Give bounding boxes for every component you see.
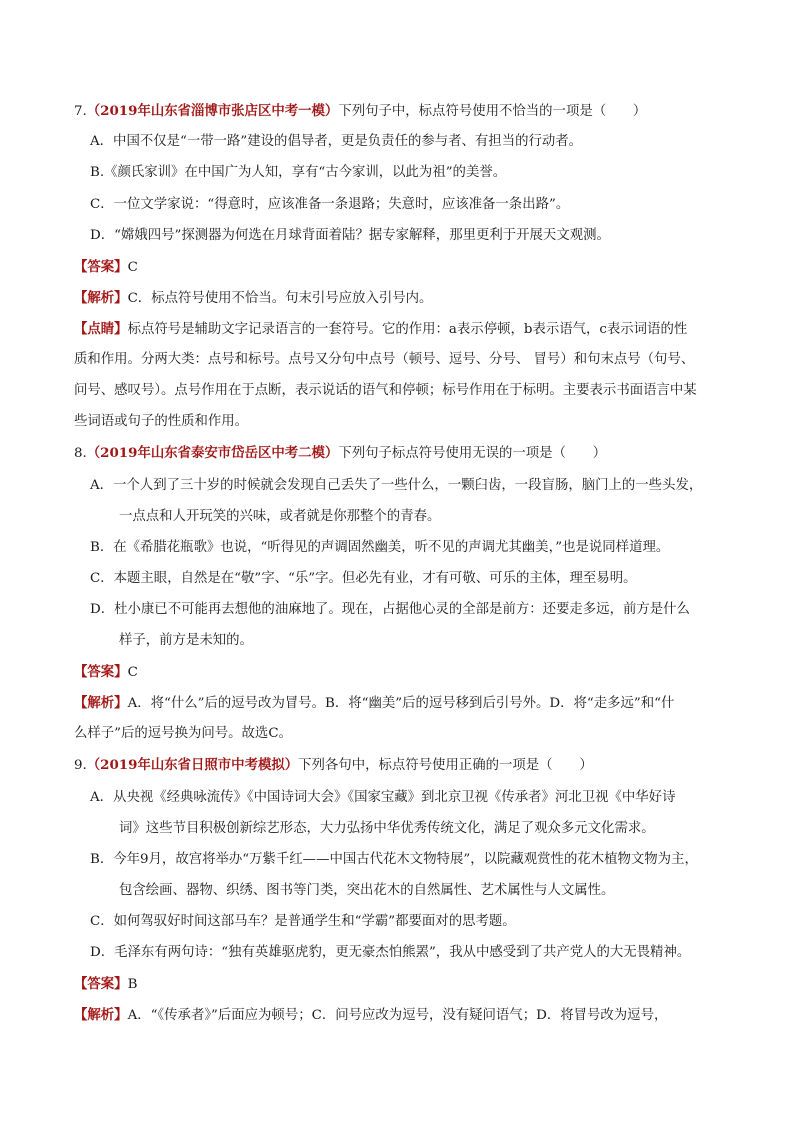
tip-label: 【 点睛 】	[74, 321, 128, 337]
question-7-stem	[74, 101, 646, 122]
question-9-stem	[74, 755, 593, 776]
question-9-option-a-cont: 词》这些节目积极创新综艺形态，大力弘扬中华优秀传统文化，满足了观众多元文化需求。	[119, 821, 655, 836]
question-8-analysis	[74, 693, 674, 714]
question-text: 下列句子中，标点符号使用不恰当的一项是（ ）	[338, 104, 647, 119]
question-source: （2019年山东省淄博市张店区中考一模）	[86, 103, 339, 119]
answer-value: C	[127, 260, 138, 275]
question-8-option-c: C．本题主眼，自然是在“敬”字、“乐”字。但必先有业，才有可敬、可乐的主体，理至易明。	[90, 571, 637, 586]
question-7-option-a: A．中国不仅是“一带一路”建设的倡导者，更是负责任的参与者、有担当的行动者。	[90, 134, 583, 149]
question-7-tip	[74, 319, 687, 340]
analysis-label: 【 解析 】	[74, 695, 128, 711]
question-source: （2019年山东省泰安市岱岳区中考二模）	[86, 445, 339, 461]
question-text: 下列各句中，标点符号使用正确的一项是（ ）	[298, 758, 593, 773]
question-7-option-d: D．“嫦娥四号”探测器为何选在月球背面着陆？据专家解释，那里更利于开展天文观测。	[90, 228, 610, 243]
question-8-option-a: A．一个人到了三十岁的时候就会发现自己丢失了一些什么，一颗臼齿，一段盲肠，脑门上的一些头发，	[90, 478, 703, 493]
question-source: （2019年山东省日照市中考模拟）	[86, 757, 299, 773]
answer-label: 【 答案 】	[74, 976, 128, 992]
question-9-option-d: D．毛泽东有两句诗：“独有英雄驱虎豹，更无豪杰怕熊罴”，我从中感受到了共产党人的大无畏精神。	[90, 945, 691, 960]
answer-label: 【 答案 】	[74, 664, 128, 680]
analysis-text: A．将“什么”后的逗号改为冒号。B．将“幽美”后的逗号移到后引号外。D．将“走多远”和“什	[127, 696, 675, 711]
question-9-option-b: B．今年9月，故宫将举办“万紫千红——中国古代花木文物特展”，以院藏观赏性的花木植物文物为主，	[90, 852, 698, 867]
question-9-option-b-cont: 包含绘画、器物、织绣、图书等门类，突出花木的自然属性、艺术属性与人文属性。	[119, 883, 615, 898]
question-8-option-d-cont: 样子，前方是未知的。	[119, 633, 253, 648]
question-7-option-b: B.《颜氏家训》在中国广为人知，享有“古今家训，以此为祖”的美誉。	[90, 165, 507, 180]
question-text: 下列句子标点符号使用无误的一项是（ ）	[338, 446, 607, 461]
tip-text: 标点符号是辅助文字记录语言的一套符号。它的作用：a表示停顿，b表示语气，c表示词语的性	[127, 322, 688, 337]
question-8-answer	[74, 662, 138, 683]
answer-value: C	[127, 665, 138, 680]
question-7-option-c: C．一位文学家说：“得意时，应该准备一条退路；失意时，应该准备一条出路”。	[90, 197, 570, 212]
question-9-answer	[74, 974, 137, 995]
question-7-tip-line-3: 问号、感叹号）。点号作用在于点断，表示说话的语气和停顿；标号作用在于标明。主要表示书面语言中某	[74, 383, 697, 398]
question-number: 8.	[74, 446, 87, 461]
question-8-option-b: B．在《希腊花瓶歌》也说，“听得见的声调固然幽美，听不见的声调尤其幽美，”也是说同样道理。	[90, 540, 670, 555]
question-8-option-a-cont: 一点点和人开玩笑的兴味，或者就是你那整个的青春。	[119, 509, 441, 524]
question-8-analysis-line-2: 么样子”后的逗号换为问号。故选C。	[74, 726, 292, 741]
question-8-stem	[74, 443, 606, 464]
question-7-tip-line-4: 些词语或句子的性质和作用。	[74, 414, 249, 429]
question-9-analysis	[74, 1005, 667, 1026]
question-8-option-d: D．杜小康已不可能再去想他的油麻地了。现在，占据他心灵的全部是前方：还要走多远，前方是什么	[90, 602, 690, 617]
answer-label: 【 答案 】	[74, 259, 128, 275]
analysis-label: 【 解析 】	[74, 290, 128, 306]
question-number: 9.	[74, 758, 87, 773]
analysis-text: A．“《传承者》”后面应为顿号；C．问号应改为逗号，没有疑问语气；D．将冒号改为逗号，	[127, 1008, 668, 1023]
question-number: 7.	[74, 104, 87, 119]
question-9-option-c: C．如何驾驭好时间这部马车？是普通学生和“学霸”都要面对的思考题。	[90, 914, 516, 929]
answer-value: B	[127, 977, 138, 992]
question-7-analysis	[74, 288, 432, 309]
question-7-answer	[74, 257, 138, 278]
question-7-tip-line-2: 质和作用。分两大类：点号和标号。点号又分句中点号（顿号、逗号、分号、 冒号）和句末点号（句号、	[74, 352, 695, 367]
analysis-text: C．标点符号使用不恰当。句末引号应放入引号内。	[127, 291, 433, 306]
question-9-option-a: A．从央视《经典咏流传》《中国诗词大会》《国家宝藏》到北京卫视《传承者》河北卫视《中华好诗	[90, 790, 676, 805]
analysis-label: 【 解析 】	[74, 1007, 128, 1023]
